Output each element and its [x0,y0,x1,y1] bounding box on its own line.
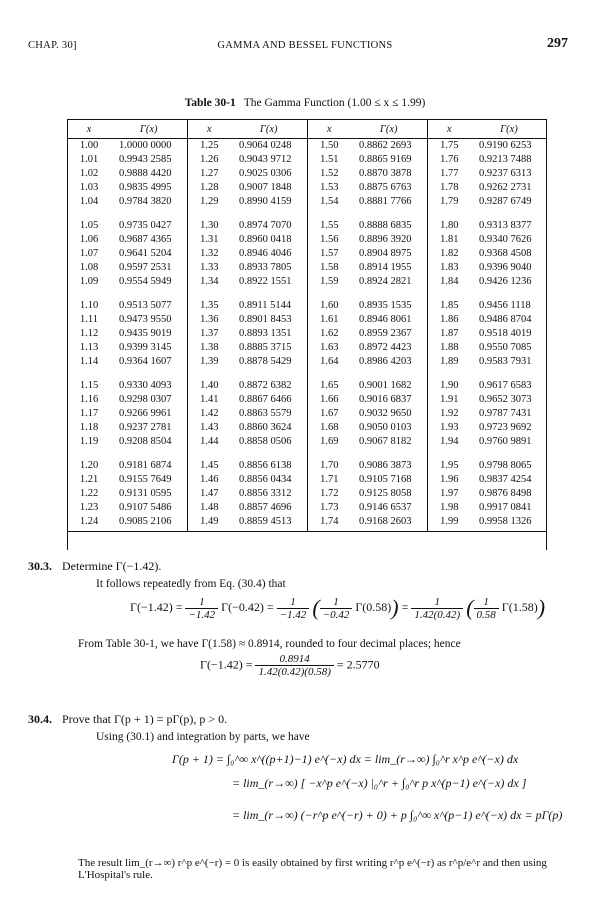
col-header-gamma: Γ(x) [231,120,307,139]
table-row [67,139,547,154]
derivation-line-3: = lim_(r→∞) (−r^p e^(−r) + 0) + p ∫₀^∞ x^(p−1) e^(−x) dx = pΓ(p) [232,808,563,822]
gamma-cell: 0.9340 7626 [479,234,532,245]
gamma-cell: 0.8859 4513 [231,515,307,532]
gamma-cell: 0.8881 7766 [351,195,427,209]
x-cell: 1.21 [79,474,99,485]
x-cell: 1.48 [200,502,219,513]
x-cell: 1.82 [440,248,459,259]
table-label: Table 30-1 [184,97,236,109]
spacer-cell [351,369,427,379]
gamma-cell: 0.9086 3873 [351,459,427,473]
gamma-cell: 0.8878 5429 [231,355,307,369]
gamma-cell: 0.9958 1326 [471,515,547,532]
x-cell: 1.41 [200,394,219,405]
x-cell: 1.05 [79,220,99,231]
gamma-cell: 0.9237 2781 [111,421,187,435]
x-cell: 1.63 [320,342,339,353]
x-cell: 1.16 [79,394,99,405]
x-cell: 1.26 [200,154,219,165]
gamma-cell: 0.8922 1551 [231,275,307,289]
x-cell: 1.79 [440,196,459,207]
x-cell: 1.80 [440,220,459,231]
gamma-cell: 0.9399 3145 [111,341,187,355]
group-spacer [67,449,547,459]
x-cell: 1.62 [320,328,339,339]
x-cell: 1.31 [200,234,219,245]
gamma-cell: 0.9617 6583 [479,380,532,391]
x-cell: 1.46 [200,474,219,485]
gamma-cell: 0.8867 6466 [231,393,307,407]
gamma-cell: 0.8914 1955 [351,261,427,275]
fraction: $\frac{1}{-0.42}$ [320,596,353,621]
gamma-cell: 0.8863 5579 [231,407,307,421]
gamma-cell: 0.9213 7488 [479,154,532,165]
table-row [67,275,547,289]
x-cell: 1.94 [440,436,459,447]
gamma-cell: 0.8893 1351 [231,327,307,341]
gamma-cell: 0.9368 4508 [479,248,532,259]
spacer-cell [111,369,187,379]
x-cell: 1.92 [440,408,459,419]
spacer-cell [427,449,471,459]
col-header-x: x [427,120,471,139]
x-cell: 1.69 [320,436,339,447]
x-cell: 1.43 [200,422,219,433]
gamma-cell: 0.8875 6763 [351,181,427,195]
gamma-cell: 0.9313 8377 [479,220,532,231]
problem-30-3-table-lookup: From Table 30-1, we have Γ(1.58) ≈ 0.8914, rounded to four decimal places; hence [78,638,461,650]
gamma-cell: 0.9513 5077 [111,299,187,313]
x-cell: 1.19 [79,436,99,447]
gamma-cell: 0.9146 6537 [351,501,427,515]
col-header-gamma: Γ(x) [471,120,547,139]
gamma-cell: 0.9287 6749 [479,196,532,207]
gamma-cell: 0.9107 5486 [111,501,187,515]
gamma-cell: 0.9064 0248 [231,139,307,154]
x-cell: 1.71 [320,474,339,485]
gamma-cell: 0.9426 1236 [479,276,532,287]
x-cell: 1.25 [200,140,219,151]
gamma-cell: 0.9181 6874 [111,459,187,473]
x-cell: 1.51 [320,154,339,165]
gamma-cell: 0.9456 1118 [479,300,531,311]
x-cell: 1.06 [79,234,99,245]
problem-30-4-heading [28,712,227,727]
table-row [67,393,547,407]
x-cell: 1.34 [200,276,219,287]
gamma-cell: 0.8924 2821 [351,275,427,289]
x-cell: 1.93 [440,422,459,433]
x-cell: 1.67 [320,408,339,419]
col-header-gamma: Γ(x) [111,120,187,139]
gamma-cell: 0.9687 4365 [111,233,187,247]
gamma-cell: 0.8860 3624 [231,421,307,435]
fraction: $\frac{1}{-1.42}$ [277,596,310,621]
x-cell: 1.37 [200,328,219,339]
spacer-cell [187,449,231,459]
table-row [67,341,547,355]
col-header-x: x [67,120,111,139]
gamma-cell: 0.9266 9961 [111,407,187,421]
gamma-cell: 0.9237 6313 [479,168,532,179]
x-cell: 1.53 [320,182,339,193]
gamma-table [67,119,547,532]
x-cell: 1.07 [79,248,99,259]
gamma-cell: 0.8888 6835 [351,219,427,233]
gamma-cell: 0.9330 4093 [111,379,187,393]
gamma-cell: 0.9435 9019 [111,327,187,341]
gamma-cell: 0.8959 2367 [351,327,427,341]
gamma-cell: 0.9168 2603 [351,515,427,532]
gamma-cell: 0.9888 4420 [111,167,187,181]
table-row [67,167,547,181]
table-row [67,459,547,473]
x-cell: 1.09 [79,276,99,287]
gamma-cell: 0.9067 8182 [351,435,427,449]
problem-statement: Prove that Γ(p + 1) = pΓ(p), p > 0. [62,712,228,726]
x-cell: 1.81 [440,234,459,245]
x-cell: 1.84 [440,276,459,287]
spacer-cell [471,369,547,379]
spacer-cell [231,369,307,379]
gamma-cell: 0.8862 2693 [351,139,427,154]
spacer-cell [231,449,307,459]
x-cell: 1.68 [320,422,339,433]
x-cell: 1.85 [440,300,459,311]
gamma-cell: 0.9050 0103 [351,421,427,435]
x-cell: 1.91 [440,394,459,405]
x-cell: 1.90 [440,380,459,391]
group-spacer [67,209,547,219]
table-row [67,407,547,421]
spacer-cell [471,209,547,219]
gamma-cell: 0.9652 3073 [479,394,532,405]
gamma-cell: 0.9735 0427 [111,219,187,233]
spacer-cell [187,209,231,219]
x-cell: 1.75 [440,140,459,151]
gamma-cell: 0.9554 5949 [111,275,187,289]
x-cell: 1.00 [79,140,99,151]
gamma-cell: 0.9723 9692 [479,422,532,433]
x-cell: 1.96 [440,474,459,485]
table-row [67,379,547,393]
table-caption [0,97,610,109]
x-cell: 1.38 [200,342,219,353]
gamma-cell: 0.9364 1607 [111,355,187,369]
x-cell: 1.15 [79,380,99,391]
x-cell: 1.22 [79,488,99,499]
gamma-cell: 0.8974 7070 [231,219,307,233]
x-cell: 1.20 [79,460,99,471]
gamma-cell: 0.8911 5144 [231,299,307,313]
spacer-cell [427,209,471,219]
x-cell: 1.77 [440,168,459,179]
spacer-cell [307,289,351,299]
x-cell: 1.24 [67,515,111,532]
gamma-cell: 0.9837 4254 [479,474,532,485]
x-cell: 1.40 [200,380,219,391]
gamma-cell: 0.9876 8498 [479,488,532,499]
problem-30-4-footnote: The result lim_(r→∞) r^p e^(−r) = 0 is easily obtained by first writing r^p e^(−r) as r^p/e^r and then using L'Hospital's rule. [78,857,547,881]
fraction: $\frac{1}{0.58}$ [474,596,499,621]
x-cell: 1.08 [79,262,99,273]
gamma-cell: 0.8856 6138 [231,459,307,473]
gamma-cell: 0.9298 0307 [111,393,187,407]
fraction: $\frac{1}{-1.42}$ [185,596,218,621]
table-row [67,247,547,261]
x-cell: 1.14 [79,356,99,367]
gamma-cell: 0.8870 3878 [351,167,427,181]
table-row [67,181,547,195]
problem-30-4-intro: Using (30.1) and integration by parts, we have [96,731,310,743]
gamma-cell: 0.8946 8061 [351,313,427,327]
x-cell: 1.76 [440,154,459,165]
x-cell: 1.52 [320,168,339,179]
spacer-cell [307,209,351,219]
x-cell: 1.88 [440,342,459,353]
running-header-title: GAMMA AND BESSEL FUNCTIONS [217,40,393,51]
spacer-cell [187,369,231,379]
spacer-cell [111,289,187,299]
x-cell: 1.72 [320,488,339,499]
x-cell: 1.44 [200,436,219,447]
equation-gamma-result: Γ(−1.42) = $\frac{0.8914}{1.42(0.42)(0.58)}$ = 2.5770 [200,653,380,678]
x-cell: 1.32 [200,248,219,259]
gamma-cell: 0.9473 9550 [111,313,187,327]
gamma-cell: 0.9155 7649 [111,473,187,487]
gamma-cell: 1.0000 0000 [111,139,187,154]
gamma-cell: 0.8946 4046 [231,247,307,261]
x-cell: 1.60 [320,300,339,311]
x-cell: 1.58 [320,262,339,273]
gamma-cell: 0.8865 9169 [351,153,427,167]
x-cell: 1.23 [79,502,99,513]
gamma-cell: 0.8933 7805 [231,261,307,275]
x-cell: 1.73 [320,502,339,513]
table-row [67,261,547,275]
table-row [67,153,547,167]
x-cell: 1.36 [200,314,219,325]
spacer-cell [351,209,427,219]
gamma-cell: 0.8901 8453 [231,313,307,327]
col-header-x: x [307,120,351,139]
gamma-cell: 0.9597 2531 [111,261,187,275]
gamma-cell: 0.8872 6382 [231,379,307,393]
gamma-cell: 0.9583 7931 [479,356,532,367]
gamma-cell: 0.9025 0306 [231,167,307,181]
gamma-cell: 0.9125 8058 [351,487,427,501]
table-body [67,139,547,532]
gamma-cell: 0.8904 8975 [351,247,427,261]
table-row [67,355,547,369]
table-row [67,435,547,449]
x-cell: 1.65 [320,380,339,391]
table-row [67,501,547,515]
x-cell: 1.42 [200,408,219,419]
gamma-cell: 0.9550 7085 [479,342,532,353]
gamma-cell: 0.9208 8504 [111,435,187,449]
x-cell: 1.11 [80,314,98,325]
x-cell: 1.99 [427,515,471,532]
spacer-cell [471,289,547,299]
x-cell: 1.98 [440,502,459,513]
spacer-cell [67,369,111,379]
gamma-cell: 0.9007 1848 [231,181,307,195]
gamma-cell: 0.9190 6253 [479,140,532,151]
x-cell: 1.27 [200,168,219,179]
gamma-cell: 0.8857 4696 [231,501,307,515]
fraction: $\frac{0.8914}{1.42(0.42)(0.58)}$ [255,653,333,678]
gamma-cell: 0.8858 0506 [231,435,307,449]
x-cell: 1.57 [320,248,339,259]
table-row [67,195,547,209]
table-row [67,313,547,327]
gamma-cell: 0.9798 8065 [479,460,532,471]
gamma-cell: 0.8935 1535 [351,299,427,313]
table-row [67,219,547,233]
x-cell: 1.12 [79,328,99,339]
table-row [67,473,547,487]
page-number: 297 [547,36,568,51]
x-cell: 1.59 [320,276,339,287]
x-cell: 1.13 [79,342,99,353]
table-row [67,515,547,532]
table-row [67,299,547,313]
x-cell: 1.30 [200,220,219,231]
spacer-cell [187,289,231,299]
x-cell: 1.56 [320,234,339,245]
gamma-cell: 0.9262 2731 [479,182,532,193]
x-cell: 1.97 [440,488,459,499]
spacer-cell [67,289,111,299]
problem-number: 30.3. [28,559,52,573]
gamma-cell: 0.8960 0418 [231,233,307,247]
gamma-cell: 0.9917 0841 [479,502,532,513]
gamma-cell: 0.9396 9040 [479,262,532,273]
x-cell: 1.33 [200,262,219,273]
x-cell: 1.10 [79,300,99,311]
spacer-cell [111,209,187,219]
x-cell: 1.35 [200,300,219,311]
gamma-cell: 0.8896 3920 [351,233,427,247]
gamma-cell: 0.9518 4019 [479,328,532,339]
spacer-cell [471,449,547,459]
gamma-cell: 0.9085 2106 [111,515,187,532]
fraction: $\frac{1}{1.42(0.42)}$ [411,596,463,621]
gamma-cell: 0.9784 3820 [111,195,187,209]
x-cell: 1.83 [440,262,459,273]
equation-gamma-recursion: Γ(−1.42) = $\frac{1}{-1.42}$ Γ(−0.42) = $\frac{1}{-1.42}$ ( $\frac{1}{-0.42}$ Γ(0.58)) = $\frac{1}{1.42(0.42)}$ ( $\frac{1}{0.58}$ Γ(1.58)) [130,595,546,621]
derivation-line-1: Γ(p + 1) = ∫₀^∞ x^((p+1)−1) e^(−x) dx = lim_(r→∞) ∫₀^r x^p e^(−x) dx [172,752,519,766]
spacer-cell [67,209,111,219]
x-cell: 1.54 [320,196,339,207]
problem-statement: Determine Γ(−1.42). [62,559,162,573]
x-cell: 1.87 [440,328,459,339]
x-cell: 1.29 [200,196,219,207]
problem-30-3-heading [28,559,161,574]
problem-number: 30.4. [28,712,52,726]
spacer-cell [427,369,471,379]
x-cell: 1.95 [440,460,459,471]
x-cell: 1.64 [320,356,339,367]
x-cell: 1.55 [320,220,339,231]
running-header-chapter: CHAP. 30] [28,40,77,51]
x-cell: 1.50 [320,140,339,151]
x-cell: 1.17 [79,408,99,419]
gamma-cell: 0.9787 7431 [479,408,532,419]
spacer-cell [427,289,471,299]
x-cell: 1.03 [79,182,99,193]
group-spacer [67,289,547,299]
gamma-cell: 0.8986 4203 [351,355,427,369]
x-cell: 1.02 [79,168,99,179]
x-cell: 1.18 [79,422,99,433]
x-cell: 1.70 [320,460,339,471]
col-header-x: x [187,120,231,139]
gamma-cell: 0.8885 3715 [231,341,307,355]
x-cell: 1.04 [79,196,99,207]
gamma-cell: 0.9001 1682 [351,379,427,393]
gamma-cell: 0.9043 9712 [231,153,307,167]
spacer-cell [307,449,351,459]
spacer-cell [231,209,307,219]
gamma-cell: 0.9016 6837 [351,393,427,407]
spacer-cell [307,369,351,379]
x-cell: 1.86 [440,314,459,325]
x-cell: 1.49 [187,515,231,532]
gamma-cell: 0.9131 0595 [111,487,187,501]
gamma-cell: 0.8990 4159 [231,195,307,209]
table-row [67,233,547,247]
spacer-cell [351,289,427,299]
x-cell: 1.74 [307,515,351,532]
x-cell: 1.89 [440,356,459,367]
gamma-cell: 0.9032 9650 [351,407,427,421]
gamma-cell: 0.9641 5204 [111,247,187,261]
gamma-cell: 0.8856 0434 [231,473,307,487]
x-cell: 1.28 [200,182,219,193]
derivation-line-2: = lim_(r→∞) [ −x^p e^(−x) |₀^r + ∫₀^r p x^(p−1) e^(−x) dx ] [232,776,527,790]
gamma-cell: 0.9486 8704 [479,314,532,325]
x-cell: 1.01 [79,154,99,165]
gamma-cell: 0.8972 4423 [351,341,427,355]
spacer-cell [67,449,111,459]
x-cell: 1.78 [440,182,459,193]
group-spacer [67,369,547,379]
table-row [67,327,547,341]
x-cell: 1.39 [200,356,219,367]
problem-30-3-intro: It follows repeatedly from Eq. (30.4) that [96,578,286,590]
gamma-cell: 0.9943 2585 [111,153,187,167]
table-row [67,421,547,435]
col-header-gamma: Γ(x) [351,120,427,139]
gamma-cell: 0.9760 9891 [479,436,532,447]
table-header-row [67,120,547,139]
table-title: The Gamma Function (1.00 ≤ x ≤ 1.99) [243,97,426,109]
x-cell: 1.47 [200,488,219,499]
table-row [67,487,547,501]
spacer-cell [351,449,427,459]
x-cell: 1.45 [200,460,219,471]
x-cell: 1.66 [320,394,339,405]
spacer-cell [231,289,307,299]
gamma-cell: 0.8856 3312 [231,487,307,501]
gamma-cell: 0.9835 4995 [111,181,187,195]
gamma-cell: 0.9105 7168 [351,473,427,487]
x-cell: 1.61 [320,314,339,325]
spacer-cell [111,449,187,459]
